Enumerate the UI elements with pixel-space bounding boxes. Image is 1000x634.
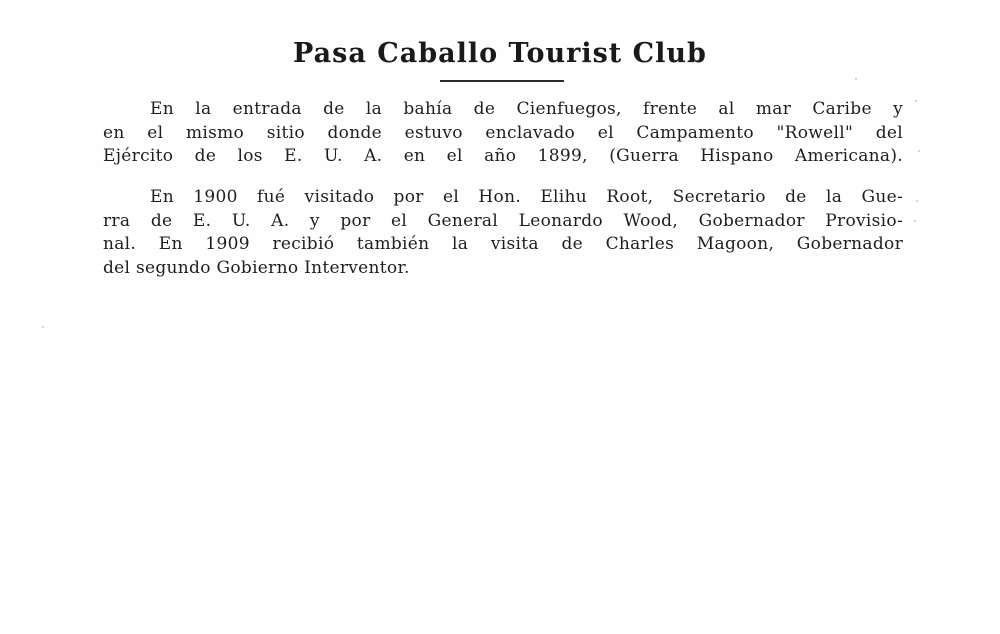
paragraph-line: En la entrada de la bahía de Cienfuegos, frente al mar Caribe y <box>150 99 903 119</box>
title-underline <box>440 80 564 82</box>
paragraph-line: En 1900 fué visitado por el Hon. Elihu Root, Secretario de la Gue- <box>150 187 903 207</box>
paragraph-line: Ejército de los E. U. A. en el año 1899, (Guerra Hispano Americana). <box>103 146 903 166</box>
paragraph-line: en el mismo sitio donde estuvo enclavado el Campamento "Rowell" del <box>103 122 903 143</box>
card-title: Pasa Caballo Tourist Club <box>293 38 707 69</box>
paragraph-line: nal. En 1909 recibió también la visita de Charles Magoon, Gobernador <box>103 234 903 254</box>
paragraph-line: del segundo Gobierno Interventor. <box>103 257 410 278</box>
paragraph-line: rra de E. U. A. y por el General Leonardo Wood, Gobernador Provisio- <box>103 210 903 231</box>
paragraph-history-1 <box>103 98 903 169</box>
paragraph-history-2 <box>103 186 903 280</box>
